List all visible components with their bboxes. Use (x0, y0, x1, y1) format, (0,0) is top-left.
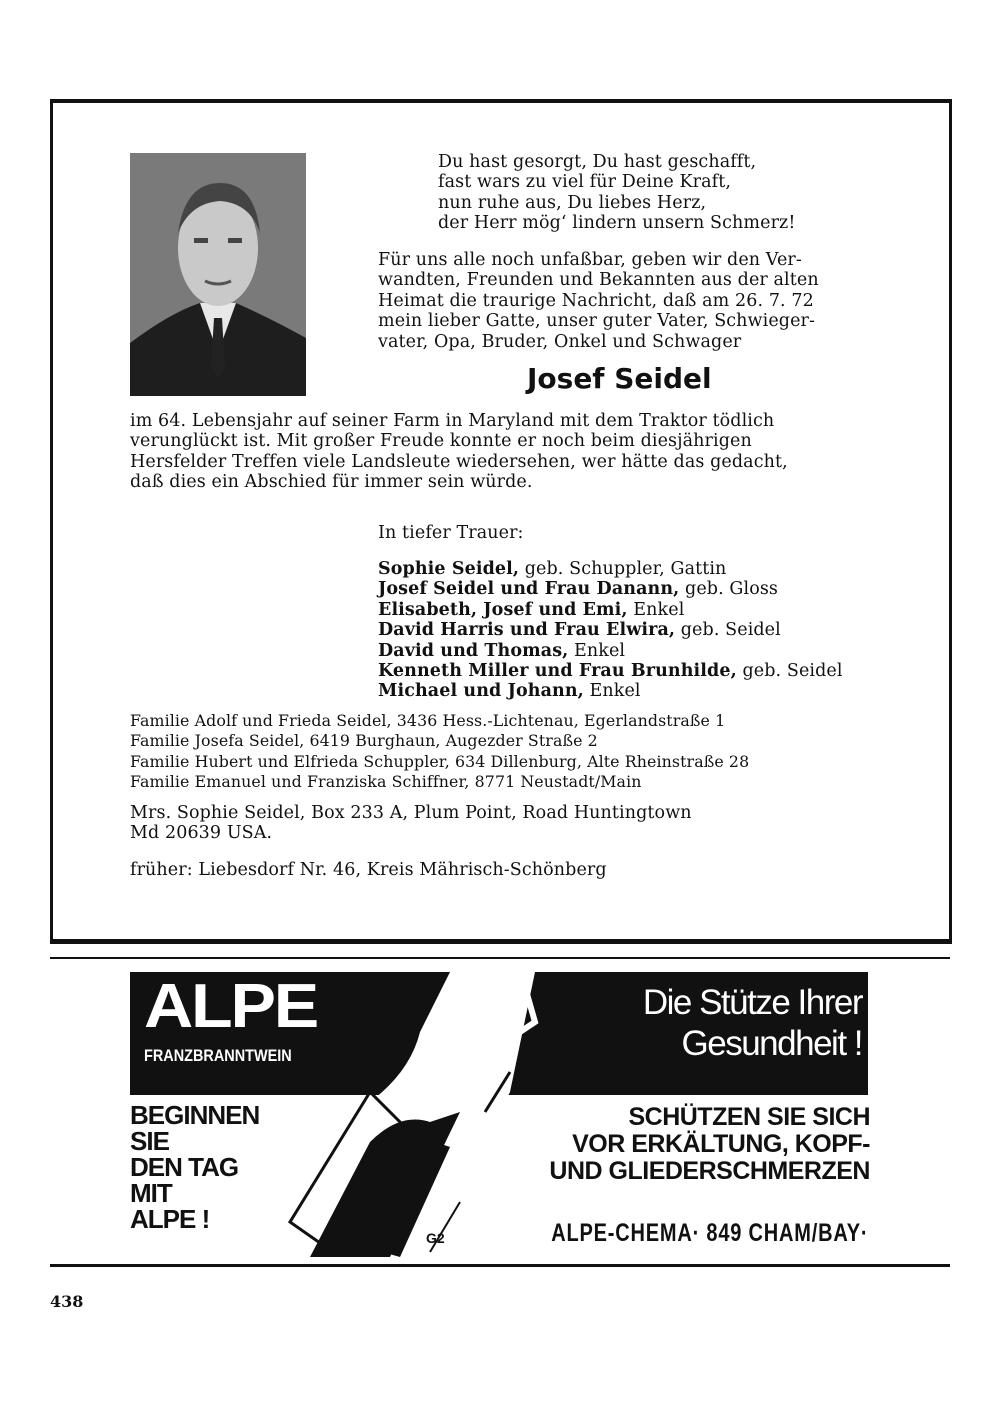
mourner: David Harris und Frau Elwira, geb. Seidel (378, 620, 781, 641)
portrait-photo (130, 153, 306, 396)
mourner: David und Thomas, Enkel (378, 640, 626, 661)
text-line: verunglückt ist. Mit großer Freude konnte er noch beim diesjährigen (130, 431, 752, 452)
slogan-line: Gesundheit ! (681, 1024, 862, 1063)
body-paragraph (130, 411, 788, 493)
mourner: Sophie Seidel, geb. Schuppler, Gattin (378, 559, 727, 579)
poem (438, 152, 796, 234)
text-line: Heimat die traurige Nachricht, daß am 26. 7. 72 (378, 290, 814, 311)
tagline-line: MIT (130, 1178, 172, 1208)
poem-line: fast wars zu viel für Deine Kraft, (438, 172, 732, 193)
ad-code: G2 (426, 1230, 445, 1246)
brand-logo: ALPE (144, 972, 318, 1041)
product-name: FRANZBRANNTWEIN (144, 1046, 292, 1065)
page-number: 438 (50, 1292, 84, 1311)
mourning-label: In tiefer Trauer: (378, 523, 524, 543)
alpe-advertisement (130, 972, 870, 1257)
families-list (130, 711, 749, 793)
left-tagline (130, 1102, 259, 1232)
mourners-list (378, 559, 843, 702)
deceased-name: Josef Seidel (527, 362, 712, 395)
text-line: mein lieber Gatte, unser guter Vater, Schwieger- (378, 311, 816, 332)
intro-paragraph (378, 250, 819, 352)
tagline-line: DEN TAG (130, 1152, 239, 1182)
tagline-line: BEGINNEN (130, 1100, 260, 1130)
text-line: im 64. Lebensjahr auf seiner Farm in Maryland mit dem Traktor tödlich (130, 411, 775, 431)
divider (50, 957, 950, 959)
mourner: Josef Seidel und Frau Danann, geb. Gloss (378, 579, 778, 600)
family-line: Familie Adolf und Frieda Seidel, 3436 Hess.-Lichtenau, Egerlandstraße 1 (130, 711, 726, 730)
slogan (643, 982, 862, 1064)
text-line: vater, Opa, Bruder, Onkel und Schwager (378, 331, 742, 352)
tagline-line: SIE (130, 1126, 169, 1156)
tagline-line: ALPE ! (130, 1204, 210, 1234)
company-address: ALPE-CHEMA· 849 CHAM/BAY· (550, 1219, 868, 1247)
poem-line: Du hast gesorgt, Du hast geschafft, (438, 152, 757, 172)
right-tagline (549, 1104, 870, 1185)
slogan-line: Die Stütze Ihrer (642, 983, 862, 1022)
tagline-line: UND GLIEDERSCHMERZEN (549, 1157, 870, 1185)
family-line: Familie Hubert und Elfrieda Schuppler, 634 Dillenburg, Alte Rheinstraße 28 (130, 751, 750, 771)
text-line: Für uns alle noch unfaßbar, geben wir den Ver- (378, 250, 802, 270)
mourner: Kenneth Miller und Frau Brunhilde, geb. Seidel (378, 661, 843, 682)
tagline-line: VOR ERKÄLTUNG, KOPF- (572, 1130, 870, 1158)
contact-address (130, 803, 692, 844)
text-line: wandten, Freunden und Bekannten aus der alten (378, 270, 819, 291)
poem-line: nun ruhe aus, Du liebes Herz, (438, 192, 707, 213)
divider (50, 1264, 950, 1267)
family-line: Familie Emanuel und Franziska Schiffner, 8771 Neustadt/Main (130, 772, 642, 792)
text-line: Mrs. Sophie Seidel, Box 233 A, Plum Point, Road Huntingtown (130, 803, 692, 823)
tagline-line: SCHÜTZEN SIE SICH (628, 1103, 870, 1131)
mourner: Elisabeth, Josef und Emi, Enkel (378, 599, 685, 620)
poem-line: der Herr mög‘ lindern unsern Schmerz! (438, 213, 796, 234)
mourner: Michael und Johann, Enkel (378, 681, 641, 702)
text-line: Hersfelder Treffen viele Landsleute wiedersehen, wer hätte das gedacht, (130, 451, 788, 472)
text-line: daß dies ein Abschied für immer sein würde. (130, 472, 533, 493)
text-line: Md 20639 USA. (130, 823, 273, 844)
family-line: Familie Josefa Seidel, 6419 Burghaun, Augezder Straße 2 (130, 731, 598, 751)
former-address: früher: Liebesdorf Nr. 46, Kreis Mährisch-Schönberg (130, 860, 607, 880)
